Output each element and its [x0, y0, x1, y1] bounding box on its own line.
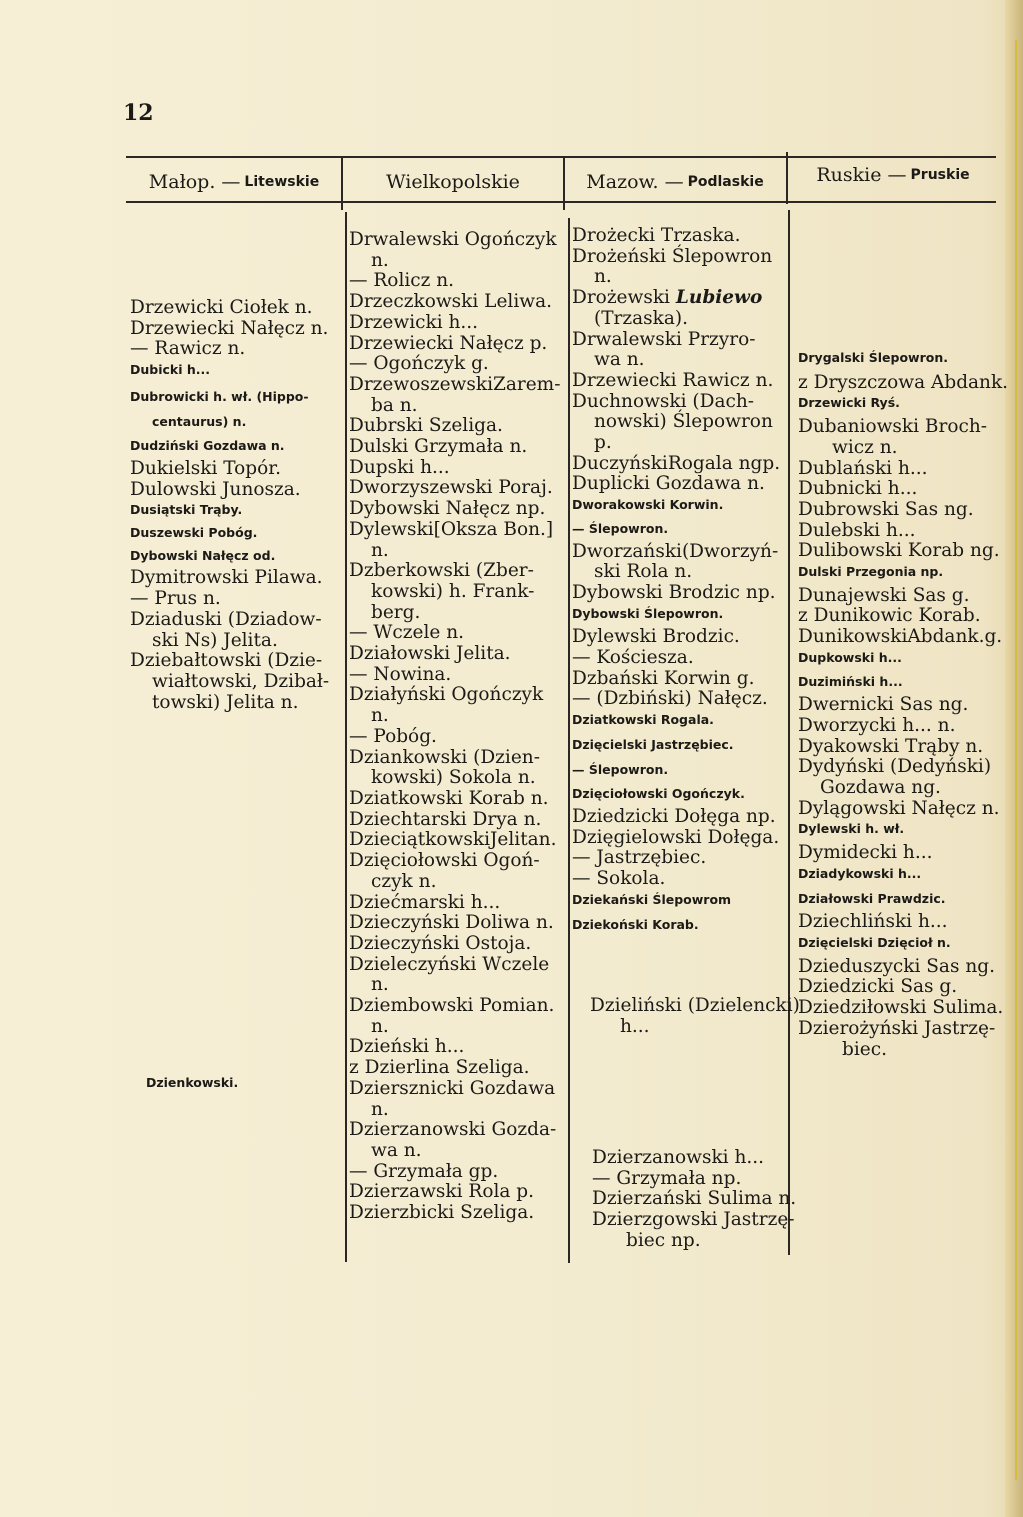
entry: Dworzański(Dworzyń-: [572, 540, 779, 562]
entry: Dybowski Nałęcz od.: [130, 547, 276, 563]
entry: n.: [371, 539, 389, 561]
entry: berg.: [371, 601, 421, 623]
column-mazowieckie-middle: [590, 996, 800, 1037]
entry: — Pobóg.: [349, 725, 437, 747]
header-malopolskie: [128, 162, 340, 202]
entry: towski) Jelita n.: [152, 691, 299, 713]
entry: Dzierzański Sulima n.: [592, 1188, 797, 1210]
entry: n.: [371, 249, 389, 271]
entry: Działowski Jelita.: [349, 643, 511, 665]
header-sub: Podlaskie: [687, 174, 764, 190]
entry: Dzienkowski.: [146, 1075, 239, 1090]
entry: Dzieduszycki Sas ng.: [798, 955, 995, 977]
entry: Dziechtarski Drya n.: [349, 808, 542, 830]
column-divider-3: [786, 152, 788, 204]
entry: Dydyński (Dedyński): [798, 756, 992, 778]
entry: Dzierożyński Jastrzę-: [798, 1017, 996, 1039]
entry: — Ślepowron.: [572, 761, 669, 777]
entry: Dziatkowski Rogala.: [572, 712, 714, 728]
entry: — Jastrzębiec.: [572, 847, 707, 869]
entry: Drwalewski Przyro-: [572, 328, 756, 350]
entry: Dziekański Ślepowrom: [572, 891, 732, 907]
entry: Dziekoński Korab.: [572, 916, 699, 932]
entry: Dzierzawski Rola p.: [349, 1181, 535, 1203]
entry: DrzewoszewskiZarem-: [349, 373, 561, 395]
entry: Dworzyszewski Poraj.: [349, 477, 553, 499]
entry: Dylewski h. wł.: [798, 821, 905, 837]
entry: czyk n.: [371, 870, 437, 892]
entry: Drzewiecki Nałęcz p.: [349, 332, 548, 354]
column-malopolskie-footer: [146, 1072, 238, 1091]
entry: Gozdawa ng.: [820, 777, 941, 799]
entry: [572, 288, 780, 309]
entry: Dybowski Nałęcz np.: [349, 498, 546, 520]
entry: Dzięcielski Jastrzębiec.: [572, 736, 734, 752]
entry: centaurus) n.: [152, 413, 247, 429]
column-divider-4-body: [788, 210, 790, 1255]
entry: Dzieczyński Ostoja.: [349, 932, 532, 954]
entry: Dubnicki h...: [798, 478, 918, 500]
entry: p.: [594, 432, 612, 454]
entry: Dzięgielowski Dołęga.: [572, 826, 780, 848]
entry: Dzberkowski (Zber-: [349, 560, 534, 582]
entry: Duchnowski (Dach-: [572, 390, 755, 412]
entry: Dybowski Brodzic np.: [572, 581, 776, 603]
entry: kowski) Sokola n.: [371, 767, 536, 789]
header-mazowieckie: [566, 162, 784, 202]
column-divider-3-body: [568, 218, 570, 1263]
entry: Dzieński h...: [349, 1036, 465, 1058]
entry: Dubicki h...: [130, 362, 211, 378]
entry: Dymidecki h...: [798, 842, 933, 864]
entry: Dubrski Szeliga.: [349, 415, 503, 437]
entry: Dzięcielski Dzięcioł n.: [798, 934, 951, 950]
entry: Dziećmarski h...: [349, 891, 501, 913]
column-malopolskie: [130, 298, 329, 713]
column-mazowieckie-end: [592, 1148, 796, 1252]
entry: ba n.: [371, 394, 418, 416]
entry: kowski) h. Frank-: [371, 580, 535, 602]
entry: wa n.: [371, 1139, 422, 1161]
entry: Dziedziłowski Sulima.: [798, 997, 1004, 1019]
entry: Dzierzanowski h...: [592, 1147, 765, 1168]
entry: Drożeński Ślepowron: [572, 245, 773, 267]
header-wielkopolskie: [344, 162, 562, 202]
header-main: Mazow. —: [586, 171, 684, 193]
entry: Dusiątski Trąby.: [130, 502, 243, 518]
header-ruskie: [789, 155, 997, 195]
entry: Dziechliński h...: [798, 911, 948, 933]
entry: Dubrowski Sas ng.: [798, 498, 974, 520]
entry: Dworakowski Korwin.: [572, 497, 724, 513]
entry: Duplicki Gozdawa n.: [572, 473, 765, 495]
entry: n.: [371, 1098, 389, 1120]
entry: ski Ns) Jelita.: [152, 629, 278, 651]
entry: Drożecki Trzaska.: [572, 225, 741, 246]
entry: — Grzymała gp.: [349, 1160, 499, 1182]
entry: DuczyńskiRogala ngp.: [572, 452, 781, 474]
entry: Dzbański Korwin g.: [572, 667, 755, 689]
entry: wiałtowski, Dzibał-: [152, 670, 330, 692]
entry: — Prus n.: [130, 588, 221, 610]
entry: Dziatkowski Korab n.: [349, 787, 549, 809]
entry: Dubrowicki h. wł. (Hippo-: [130, 388, 309, 404]
header-sub: Litewskie: [244, 174, 320, 190]
entry: n.: [371, 705, 389, 727]
entry: Dzierzbicki Szeliga.: [349, 1202, 535, 1224]
entry: Drzewiecki Nałęcz n.: [130, 317, 329, 339]
entry: Drwalewski Ogończyk: [349, 229, 557, 250]
entry: wa n.: [594, 349, 645, 371]
entry: Dzieleczyński Wczele: [349, 953, 550, 975]
entry: Dulibowski Korab ng.: [798, 540, 1000, 562]
entry: Dylewski Brodzic.: [572, 626, 740, 648]
entry: ski Rola n.: [594, 561, 693, 583]
entry: Dulebski h...: [798, 519, 916, 541]
column-divider-2-body: [345, 212, 347, 1262]
entry: Dzięciołowski Ogończyk.: [572, 786, 745, 802]
entry: Dziersznicki Gozdawa: [349, 1077, 556, 1099]
entry: Dulski Grzymała n.: [349, 436, 528, 458]
entry-name: Drożewski: [572, 287, 676, 309]
page-number: 12: [123, 100, 154, 126]
entry: Dzierzgowski Jastrzę-: [592, 1209, 795, 1231]
entry: — Grzymała np.: [592, 1167, 742, 1189]
entry: z Dunikowic Korab.: [798, 605, 981, 627]
column-divider-2: [563, 158, 565, 210]
entry: Drzewicki Ciołek n.: [130, 297, 313, 318]
entry: — (Dzbiński) Nałęcz.: [572, 688, 768, 710]
entry: Dukielski Topór.: [130, 457, 281, 479]
entry: wicz n.: [832, 436, 898, 458]
entry: Dulowski Junosza.: [130, 478, 301, 500]
entry: Dupski h...: [349, 456, 450, 478]
entry: z Dzierlina Szeliga.: [349, 1057, 530, 1079]
entry: Drygalski Ślepowron.: [798, 350, 948, 365]
column-wielkopolskie: [349, 230, 560, 1224]
entry: Drzewicki Ryś.: [798, 395, 900, 411]
entry: Dworzycki h... n.: [798, 714, 956, 736]
entry: Dunajewski Sas g.: [798, 584, 970, 606]
entry: Duszewski Pobóg.: [130, 525, 258, 541]
entry: nowski) Ślepowron: [594, 411, 773, 433]
entry: Dylągowski Nałęcz n.: [798, 797, 1000, 819]
entry: Dylewski[Oksza Bon.]: [349, 518, 554, 540]
entry: n.: [594, 266, 612, 288]
entry: Dzieliński (Dzielencki): [590, 995, 800, 1016]
header-main: Małop. —: [148, 171, 241, 193]
entry: — Nowina.: [349, 663, 452, 685]
entry: Drzewiecki Rawicz n.: [572, 369, 774, 391]
entry: Drzeczkowski Leliwa.: [349, 291, 552, 313]
entry: Dupkowski h...: [798, 649, 902, 665]
entry: h...: [620, 1015, 650, 1037]
entry: Działowski Prawdzic.: [798, 890, 946, 906]
entry: Dziaduski (Dziadow-: [130, 608, 322, 630]
entry: Dybowski Ślepowron.: [572, 605, 724, 621]
entry: Dubaniowski Broch-: [798, 416, 988, 438]
entry: — Wczele n.: [349, 622, 464, 644]
entry: Dziebałtowski (Dzie-: [130, 650, 323, 672]
entry: Dziankowski (Dzien-: [349, 746, 540, 768]
entry: DzieciątkowskiJelitan.: [349, 829, 557, 851]
header-main: Ruskie —: [816, 164, 907, 186]
entry: DunikowskiAbdank.g.: [798, 626, 1003, 648]
entry: Dudziński Gozdawa n.: [130, 438, 285, 454]
entry: Dziedzicki Sas g.: [798, 976, 958, 998]
entry: — Ogończyk g.: [349, 353, 489, 375]
entry: Dziadykowski h...: [798, 865, 922, 881]
entry: biec.: [842, 1038, 887, 1060]
entry: — Sokola.: [572, 868, 666, 890]
entry: Dwernicki Sas ng.: [798, 694, 969, 716]
entry: biec np.: [626, 1229, 701, 1251]
entry: Dzierzanowski Gozda-: [349, 1119, 557, 1141]
entry: — Kościesza.: [572, 647, 694, 669]
entry: n.: [371, 974, 389, 996]
entry: Dziembowski Pomian.: [349, 995, 555, 1017]
entry: — Ślepowron.: [572, 520, 669, 536]
column-ruskie: [798, 348, 1008, 1060]
column-mazowieckie: [572, 226, 780, 935]
entry: Dyakowski Trąby n.: [798, 735, 984, 757]
column-divider-1: [341, 158, 343, 210]
entry: z Dryszczowa Abdank.: [798, 371, 1009, 393]
entry-italic: Lubiewo: [675, 287, 763, 309]
header-main: Wielkopolskie: [386, 171, 520, 193]
entry: Dzięciołowski Ogoń-: [349, 850, 540, 872]
entry: (Trzaska).: [594, 307, 689, 329]
entry: Drzewicki h...: [349, 311, 479, 333]
entry: Dulski Przegonia np.: [798, 564, 944, 580]
entry: — Rawicz n.: [130, 338, 246, 360]
entry: Działyński Ogończyk: [349, 684, 544, 706]
page-edge-stripe: [1015, 40, 1017, 1480]
entry: n.: [371, 1015, 389, 1037]
entry: Dzieczyński Doliwa n.: [349, 912, 554, 934]
entry: — Rolicz n.: [349, 270, 455, 292]
entry: Dublański h...: [798, 457, 928, 479]
entry: Dziedzicki Dołęga np.: [572, 805, 776, 827]
entry: Duzimiński h...: [798, 673, 903, 689]
entry: Dymitrowski Pilawa.: [130, 567, 323, 589]
header-sub: Pruskie: [910, 167, 970, 183]
